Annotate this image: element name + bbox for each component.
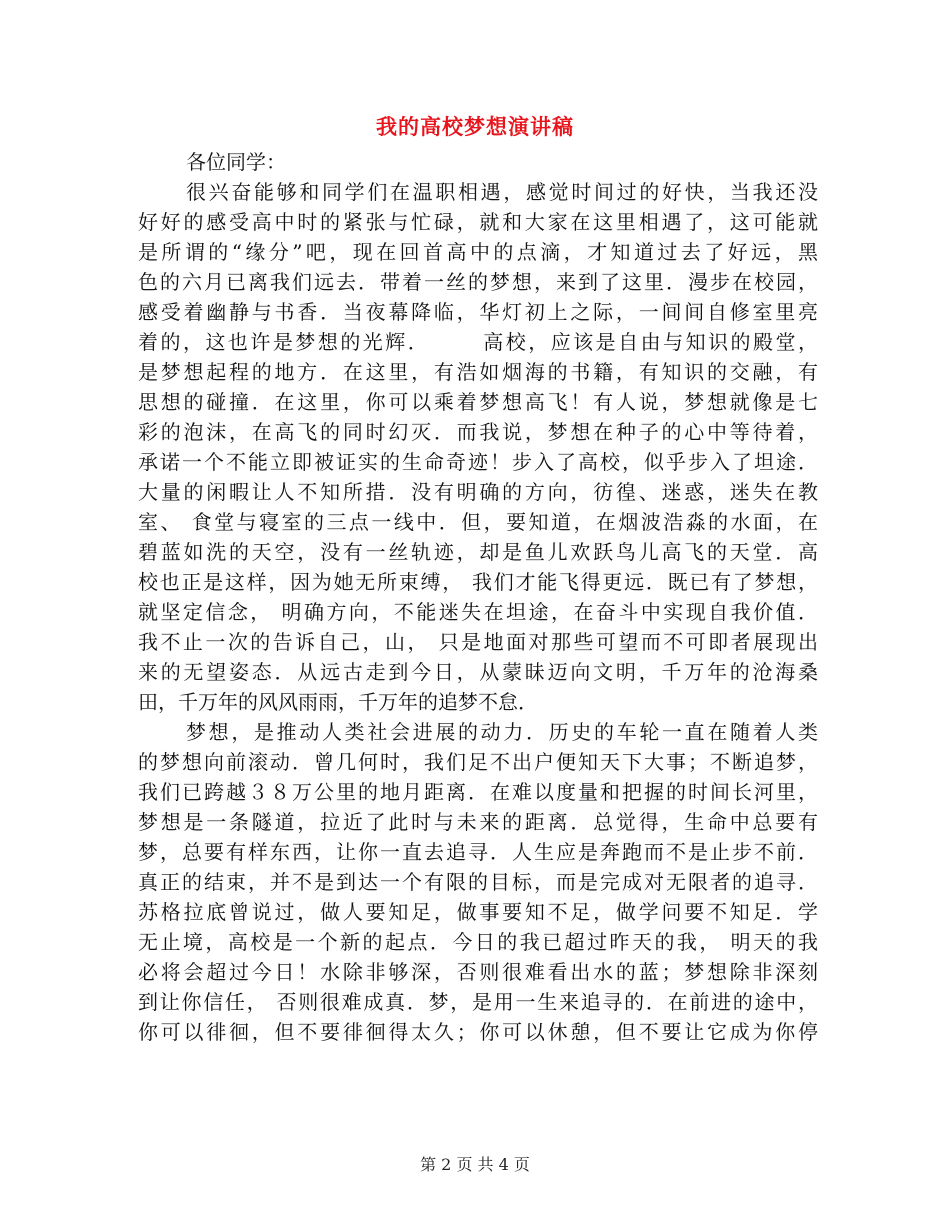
paragraph-line: 色的六月已离我们远去．带着一丝的梦想，来到了这里．漫步在校园， <box>138 270 818 294</box>
paragraph-line: 着的，这也许是梦想的光辉． 高校，应该是自由与知识的殿堂， <box>138 330 818 354</box>
paragraph-1 <box>138 177 818 717</box>
paragraph-2 <box>138 717 818 1047</box>
paragraph-line: 感受着幽静与书香．当夜幕降临，华灯初上之际，一间间自修室里亮 <box>138 300 818 324</box>
paragraph-line: 苏格拉底曾说过，做人要知足，做事要知不足，做学问要不知足．学 <box>138 900 818 924</box>
paragraph-line: 必将会超过今日！水除非够深，否则很难看出水的蓝；梦想除非深刻 <box>138 960 818 984</box>
paragraph-line: 思想的碰撞．在这里，你可以乘着梦想高飞！有人说，梦想就像是七 <box>138 390 818 414</box>
paragraph-line: 承诺一个不能立即被证实的生命奇迹！步入了高校，似乎步入了坦途． <box>138 450 818 474</box>
paragraph-line: 梦想，是推动人类社会进展的动力．历史的车轮一直在随着人类 <box>186 720 818 744</box>
paragraph-line: 你可以徘徊，但不要徘徊得太久；你可以休憩，但不要让它成为你停 <box>138 1020 818 1044</box>
paragraph-line: 彩的泡沫，在高飞的同时幻灭．而我说，梦想在种子的心中等待着， <box>138 420 818 444</box>
salutation: 各位同学： <box>186 150 286 174</box>
paragraph-line: 大量的闲暇让人不知所措．没有明确的方向，彷徨、迷惑，迷失在教 <box>138 480 818 504</box>
paragraph-line: 碧蓝如洗的天空，没有一丝轨迹，却是鱼儿欢跃鸟儿高飞的天堂．高 <box>138 540 818 564</box>
paragraph-line: 好好的感受高中时的紧张与忙碌，就和大家在这里相遇了，这可能就 <box>138 210 818 234</box>
paragraph-line: 校也正是这样，因为她无所束缚， 我们才能飞得更远．既已有了梦想， <box>138 570 818 594</box>
document-body <box>138 147 818 1047</box>
paragraph-line: 我们已跨越３８万公里的地月距离．在难以度量和把握的时间长河里， <box>138 780 818 804</box>
paragraph-line: 梦想是一条隧道，拉近了此时与未来的距离．总觉得，生命中总要有 <box>138 810 818 834</box>
paragraph-line: 无止境，高校是一个新的起点．今日的我已超过昨天的我， 明天的我 <box>138 930 818 954</box>
paragraph-line: 就坚定信念， 明确方向，不能迷失在坦途，在奋斗中实现自我价值． <box>138 600 818 624</box>
paragraph-line: 是所谓的“缘分”吧，现在回首高中的点滴，才知道过去了好远，黑 <box>138 240 818 264</box>
paragraph-line: 到让你信任， 否则很难成真．梦，是用一生来追寻的．在前进的途中， <box>138 990 818 1014</box>
paragraph-line: 很兴奋能够和同学们在温职相遇，感觉时间过的好快，当我还没 <box>186 180 818 204</box>
document-title: 我的高校梦想演讲稿 <box>376 114 574 139</box>
paragraph-line: 真正的结束，并不是到达一个有限的目标，而是完成对无限者的追寻． <box>138 870 818 894</box>
page-footer: 第 2 页 共 4 页 <box>420 1155 530 1174</box>
paragraph-line: 是梦想起程的地方．在这里，有浩如烟海的书籍，有知识的交融，有 <box>138 360 818 384</box>
paragraph-line: 来的无望姿态．从远古走到今日，从蒙昧迈向文明，千万年的沧海桑 <box>138 660 818 684</box>
paragraph-line: 田，千万年的风风雨雨，千万年的追梦不怠． <box>138 690 538 714</box>
paragraph-line: 梦，总要有样东西，让你一直去追寻．人生应是奔跑而不是止步不前． <box>138 840 818 864</box>
paragraph-line: 我不止一次的告诉自己，山， 只是地面对那些可望而不可即者展现出 <box>138 630 818 654</box>
paragraph-line: 的梦想向前滚动．曾几何时，我们足不出户便知天下大事；不断追梦， <box>138 750 818 774</box>
paragraph-line: 室、 食堂与寝室的三点一线中．但，要知道，在烟波浩淼的水面，在 <box>138 510 818 534</box>
